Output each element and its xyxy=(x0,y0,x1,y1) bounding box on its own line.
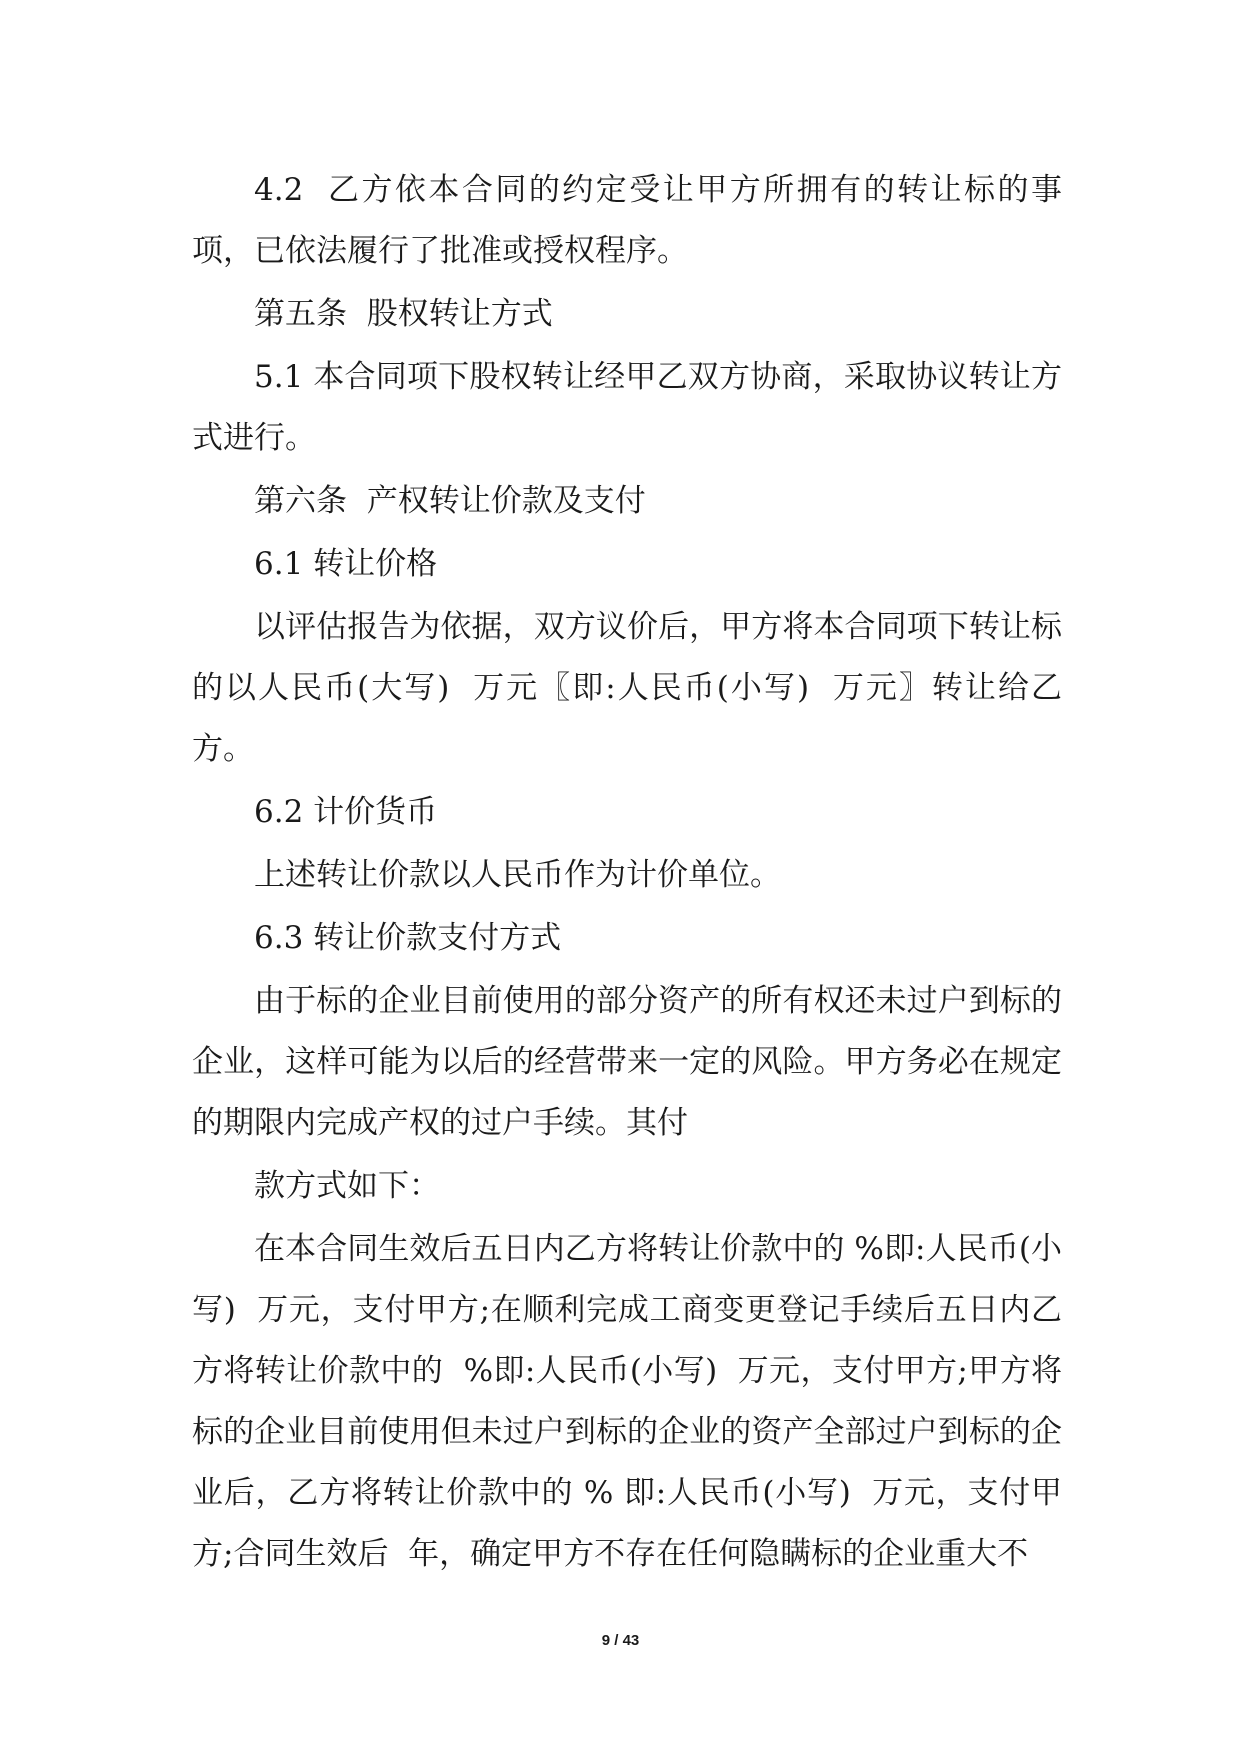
paragraph: 在本合同生效后五日内乙方将转让价款中的 %即:人民币(小写) 万元，支付甲方;在顺利完成工商变更登记手续后五日内乙方将转让价款中的 %即:人民币(小写) 万元，支付甲方;甲方将标的企业目前使用但未过户到标的企业的资产全部过户到标的企业后，乙方将转让价款中的 % 即:人民币(小写) 万元，支付甲方;合同生效后 年，确定甲方不存在任何隐瞒标的企业重大不 xyxy=(192,1231,1062,1572)
section-heading: 第六条 产权转让价款及支付 xyxy=(254,483,646,519)
section-heading: 第五条 股权转让方式 xyxy=(254,296,553,332)
body-text xyxy=(192,160,1062,1587)
paragraph: 以评估报告为依据，双方议价后，甲方将本合同项下转让标的以人民币(大写) 万元〖即:人民币(小写) 万元〗转让给乙方。 xyxy=(192,609,1062,767)
subsection-heading: 6.2 计价货币 xyxy=(254,794,438,830)
page-number: 9 / 43 xyxy=(601,1632,640,1649)
subsection-heading: 6.3 转让价款支付方式 xyxy=(254,920,562,956)
paragraph: 4.2 乙方依本合同的约定受让甲方所拥有的转让标的事项，已依法履行了批准或授权程序。 xyxy=(192,172,1062,269)
paragraph: 上述转让价款以人民币作为计价单位。 xyxy=(254,857,781,893)
paragraph: 款方式如下： xyxy=(254,1168,440,1204)
subsection-heading: 6.1 转让价格 xyxy=(254,546,438,582)
paragraph: 由于标的企业目前使用的部分资产的所有权还未过户到标的企业，这样可能为以后的经营带来一定的风险。甲方务必在规定的期限内完成产权的过户手续。其付 xyxy=(192,983,1062,1141)
paragraph: 5.1 本合同项下股权转让经甲乙双方协商，采取协议转让方式进行。 xyxy=(192,359,1062,456)
